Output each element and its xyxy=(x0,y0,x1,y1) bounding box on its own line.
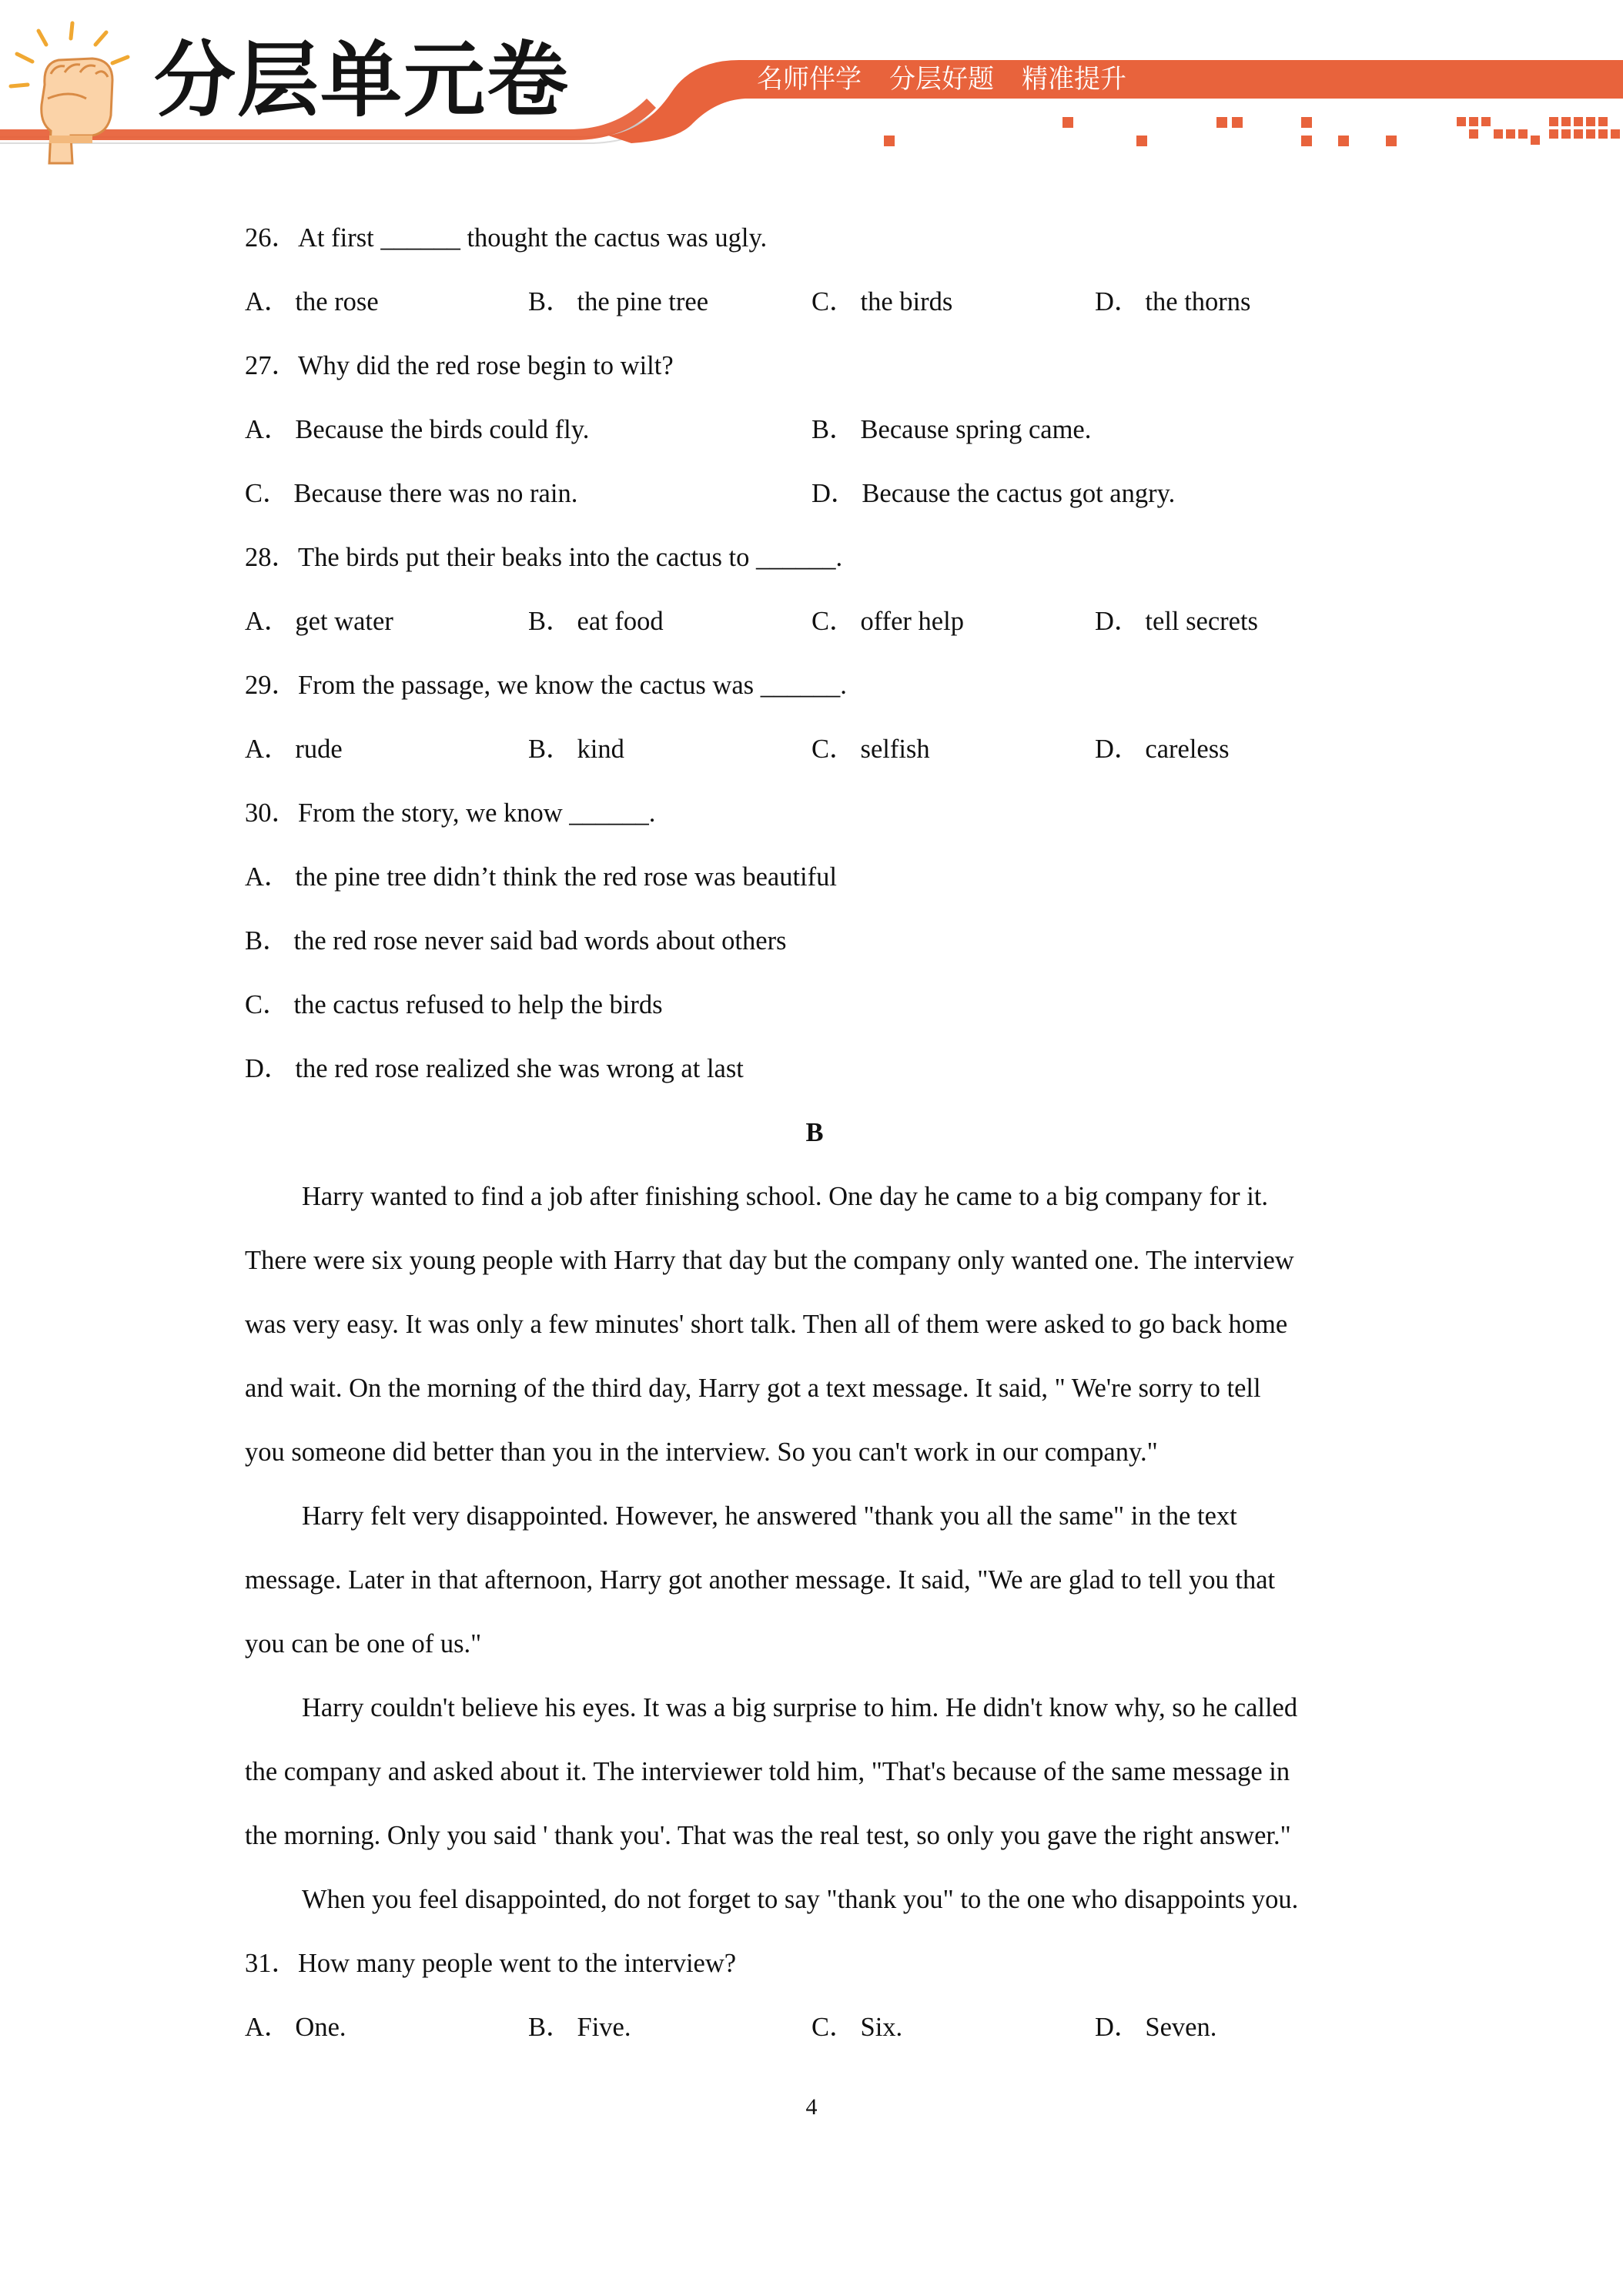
options-row xyxy=(245,1037,1384,1101)
options-row xyxy=(245,973,1384,1037)
option-label: A． xyxy=(245,862,291,892)
passage-line: you someone did better than you in the interview. So you can't work in our company." xyxy=(245,1438,1158,1467)
answer-option[interactable] xyxy=(812,462,1175,526)
option-label: D． xyxy=(1095,607,1141,636)
question-number: 31． xyxy=(245,1949,298,1978)
option-text: the thorns xyxy=(1145,287,1251,316)
options-row xyxy=(245,462,1384,526)
option-text: selfish xyxy=(860,735,930,764)
option-text: the pine tree didn’t think the red rose was beautiful xyxy=(295,862,837,892)
option-label: A． xyxy=(245,287,291,316)
answer-option[interactable] xyxy=(1095,718,1230,782)
question-stem xyxy=(245,782,1384,845)
question-stem xyxy=(245,654,1384,718)
option-text: the birds xyxy=(860,287,953,316)
passage-line: Harry couldn't believe his eyes. It was a big surprise to him. He didn't know why, so he called xyxy=(302,1693,1298,1722)
option-label: B． xyxy=(812,415,856,444)
slogan-phrase: 名师伴学 xyxy=(757,64,862,95)
option-label: A． xyxy=(245,415,291,444)
options-row xyxy=(245,1996,1384,2060)
option-text: eat food xyxy=(577,607,664,636)
option-text: careless xyxy=(1145,735,1230,764)
answer-option[interactable] xyxy=(812,1996,902,2060)
question-stem xyxy=(245,334,1384,398)
question-number: 26． xyxy=(245,223,298,253)
option-text: the red rose realized she was wrong at last xyxy=(295,1054,744,1083)
fist-icon xyxy=(11,23,128,163)
brand-title: 分层单元卷 xyxy=(154,33,570,128)
passage-line: you can be one of us." xyxy=(245,1629,482,1658)
slogan-phrase: 分层好题 xyxy=(889,64,994,95)
answer-option[interactable] xyxy=(245,398,589,462)
answer-option[interactable] xyxy=(245,590,393,654)
options-row xyxy=(245,718,1384,782)
page-header xyxy=(0,0,1623,177)
option-text: Because the cactus got angry. xyxy=(862,479,1176,508)
option-text: the pine tree xyxy=(577,287,709,316)
answer-option[interactable] xyxy=(528,270,708,334)
option-label: C． xyxy=(812,2013,856,2042)
options-row xyxy=(245,270,1384,334)
passage-line: Harry felt very disappointed. However, he answered "thank you all the same" in the text xyxy=(302,1501,1237,1531)
option-label: A． xyxy=(245,607,291,636)
question-number: 27． xyxy=(245,351,298,380)
exam-content xyxy=(245,206,1384,2060)
option-text: Because the birds could fly. xyxy=(295,415,590,444)
header-slogan xyxy=(757,60,1154,99)
question-text: Why did the red rose begin to wilt? xyxy=(298,351,674,380)
answer-option[interactable] xyxy=(245,845,837,909)
option-text: Five. xyxy=(577,2013,631,2042)
slogan-phrase: 精准提升 xyxy=(1022,64,1126,95)
option-label: D． xyxy=(1095,2013,1141,2042)
passage-line: There were six young people with Harry that day but the company only wanted one. The interview xyxy=(245,1246,1294,1275)
answer-option[interactable] xyxy=(245,462,577,526)
question-number: 29． xyxy=(245,671,298,700)
question-stem xyxy=(245,1932,1384,1996)
answer-option[interactable] xyxy=(245,718,343,782)
option-label: D． xyxy=(1095,735,1141,764)
passage-line: the morning. Only you said ' thank you'. That was the real test, so only you gave the right answer." xyxy=(245,1821,1291,1850)
answer-option[interactable] xyxy=(245,1996,346,2060)
option-text: Seven. xyxy=(1145,2013,1217,2042)
answer-option[interactable] xyxy=(812,718,930,782)
option-text: One. xyxy=(295,2013,346,2042)
answer-option[interactable] xyxy=(245,270,379,334)
answer-option[interactable] xyxy=(245,973,663,1037)
answer-option[interactable] xyxy=(812,590,964,654)
option-text: Because spring came. xyxy=(860,415,1092,444)
option-label: C． xyxy=(245,990,289,1019)
question-text: From the passage, we know the cactus was ______. xyxy=(298,671,847,700)
question-number: 28． xyxy=(245,543,298,572)
passage-line: the company and asked about it. The interviewer told him, "That's because of the same message in xyxy=(245,1757,1290,1786)
options-row xyxy=(245,909,1384,973)
option-label: B． xyxy=(528,735,573,764)
option-text: the rose xyxy=(295,287,379,316)
option-text: offer help xyxy=(860,607,964,636)
page-number: 4 xyxy=(805,2094,818,2120)
passage-line: message. Later in that afternoon, Harry got another message. It said, "We are glad to tell you that xyxy=(245,1565,1276,1595)
section-title: B xyxy=(805,1118,824,1147)
option-text: Because there was no rain. xyxy=(293,479,578,508)
option-label: B． xyxy=(245,926,289,956)
question-stem xyxy=(245,526,1384,590)
option-label: A． xyxy=(245,735,291,764)
option-label: D． xyxy=(812,479,858,508)
question-stem xyxy=(245,206,1384,270)
option-text: tell secrets xyxy=(1145,607,1258,636)
option-text: kind xyxy=(577,735,624,764)
option-label: C． xyxy=(812,607,856,636)
option-label: A． xyxy=(245,2013,291,2042)
answer-option[interactable] xyxy=(812,270,952,334)
question-text: At first ______ thought the cactus was ugly. xyxy=(298,223,768,253)
answer-option[interactable] xyxy=(528,718,624,782)
answer-option[interactable] xyxy=(1095,590,1258,654)
option-label: C． xyxy=(245,479,289,508)
options-row xyxy=(245,845,1384,909)
option-text: Six. xyxy=(860,2013,903,2042)
options-row xyxy=(245,398,1384,462)
option-label: C． xyxy=(812,287,856,316)
answer-option[interactable] xyxy=(812,398,1091,462)
option-label: C． xyxy=(812,735,856,764)
option-label: D． xyxy=(1095,287,1141,316)
answer-option[interactable] xyxy=(528,1996,631,2060)
option-text: the red rose never said bad words about others xyxy=(293,926,787,956)
answer-option[interactable] xyxy=(245,1037,744,1101)
passage-line: and wait. On the morning of the third day, Harry got a text message. It said, " We're sorry to tell xyxy=(245,1374,1261,1403)
option-label: D． xyxy=(245,1054,291,1083)
answer-option[interactable] xyxy=(1095,270,1250,334)
passage-line: Harry wanted to find a job after finishing school. One day he came to a big company for it. xyxy=(302,1182,1269,1211)
question-text: The birds put their beaks into the cactus to ______. xyxy=(298,543,843,572)
question-number: 30． xyxy=(245,798,298,828)
option-text: get water xyxy=(295,607,393,636)
option-text: rude xyxy=(295,735,343,764)
option-label: B． xyxy=(528,2013,573,2042)
answer-option[interactable] xyxy=(245,909,786,973)
passage-line: When you feel disappointed, do not forget to say "thank you" to the one who disappoints you. xyxy=(302,1885,1299,1914)
passage-line: was very easy. It was only a few minutes' short talk. Then all of them were asked to go back home xyxy=(245,1310,1288,1339)
question-text: How many people went to the interview? xyxy=(298,1949,737,1978)
option-label: B． xyxy=(528,287,573,316)
question-text: From the story, we know ______. xyxy=(298,798,656,828)
answer-option[interactable] xyxy=(528,590,664,654)
option-text: the cactus refused to help the birds xyxy=(293,990,663,1019)
option-label: B． xyxy=(528,607,573,636)
options-row xyxy=(245,590,1384,654)
answer-option[interactable] xyxy=(1095,1996,1216,2060)
